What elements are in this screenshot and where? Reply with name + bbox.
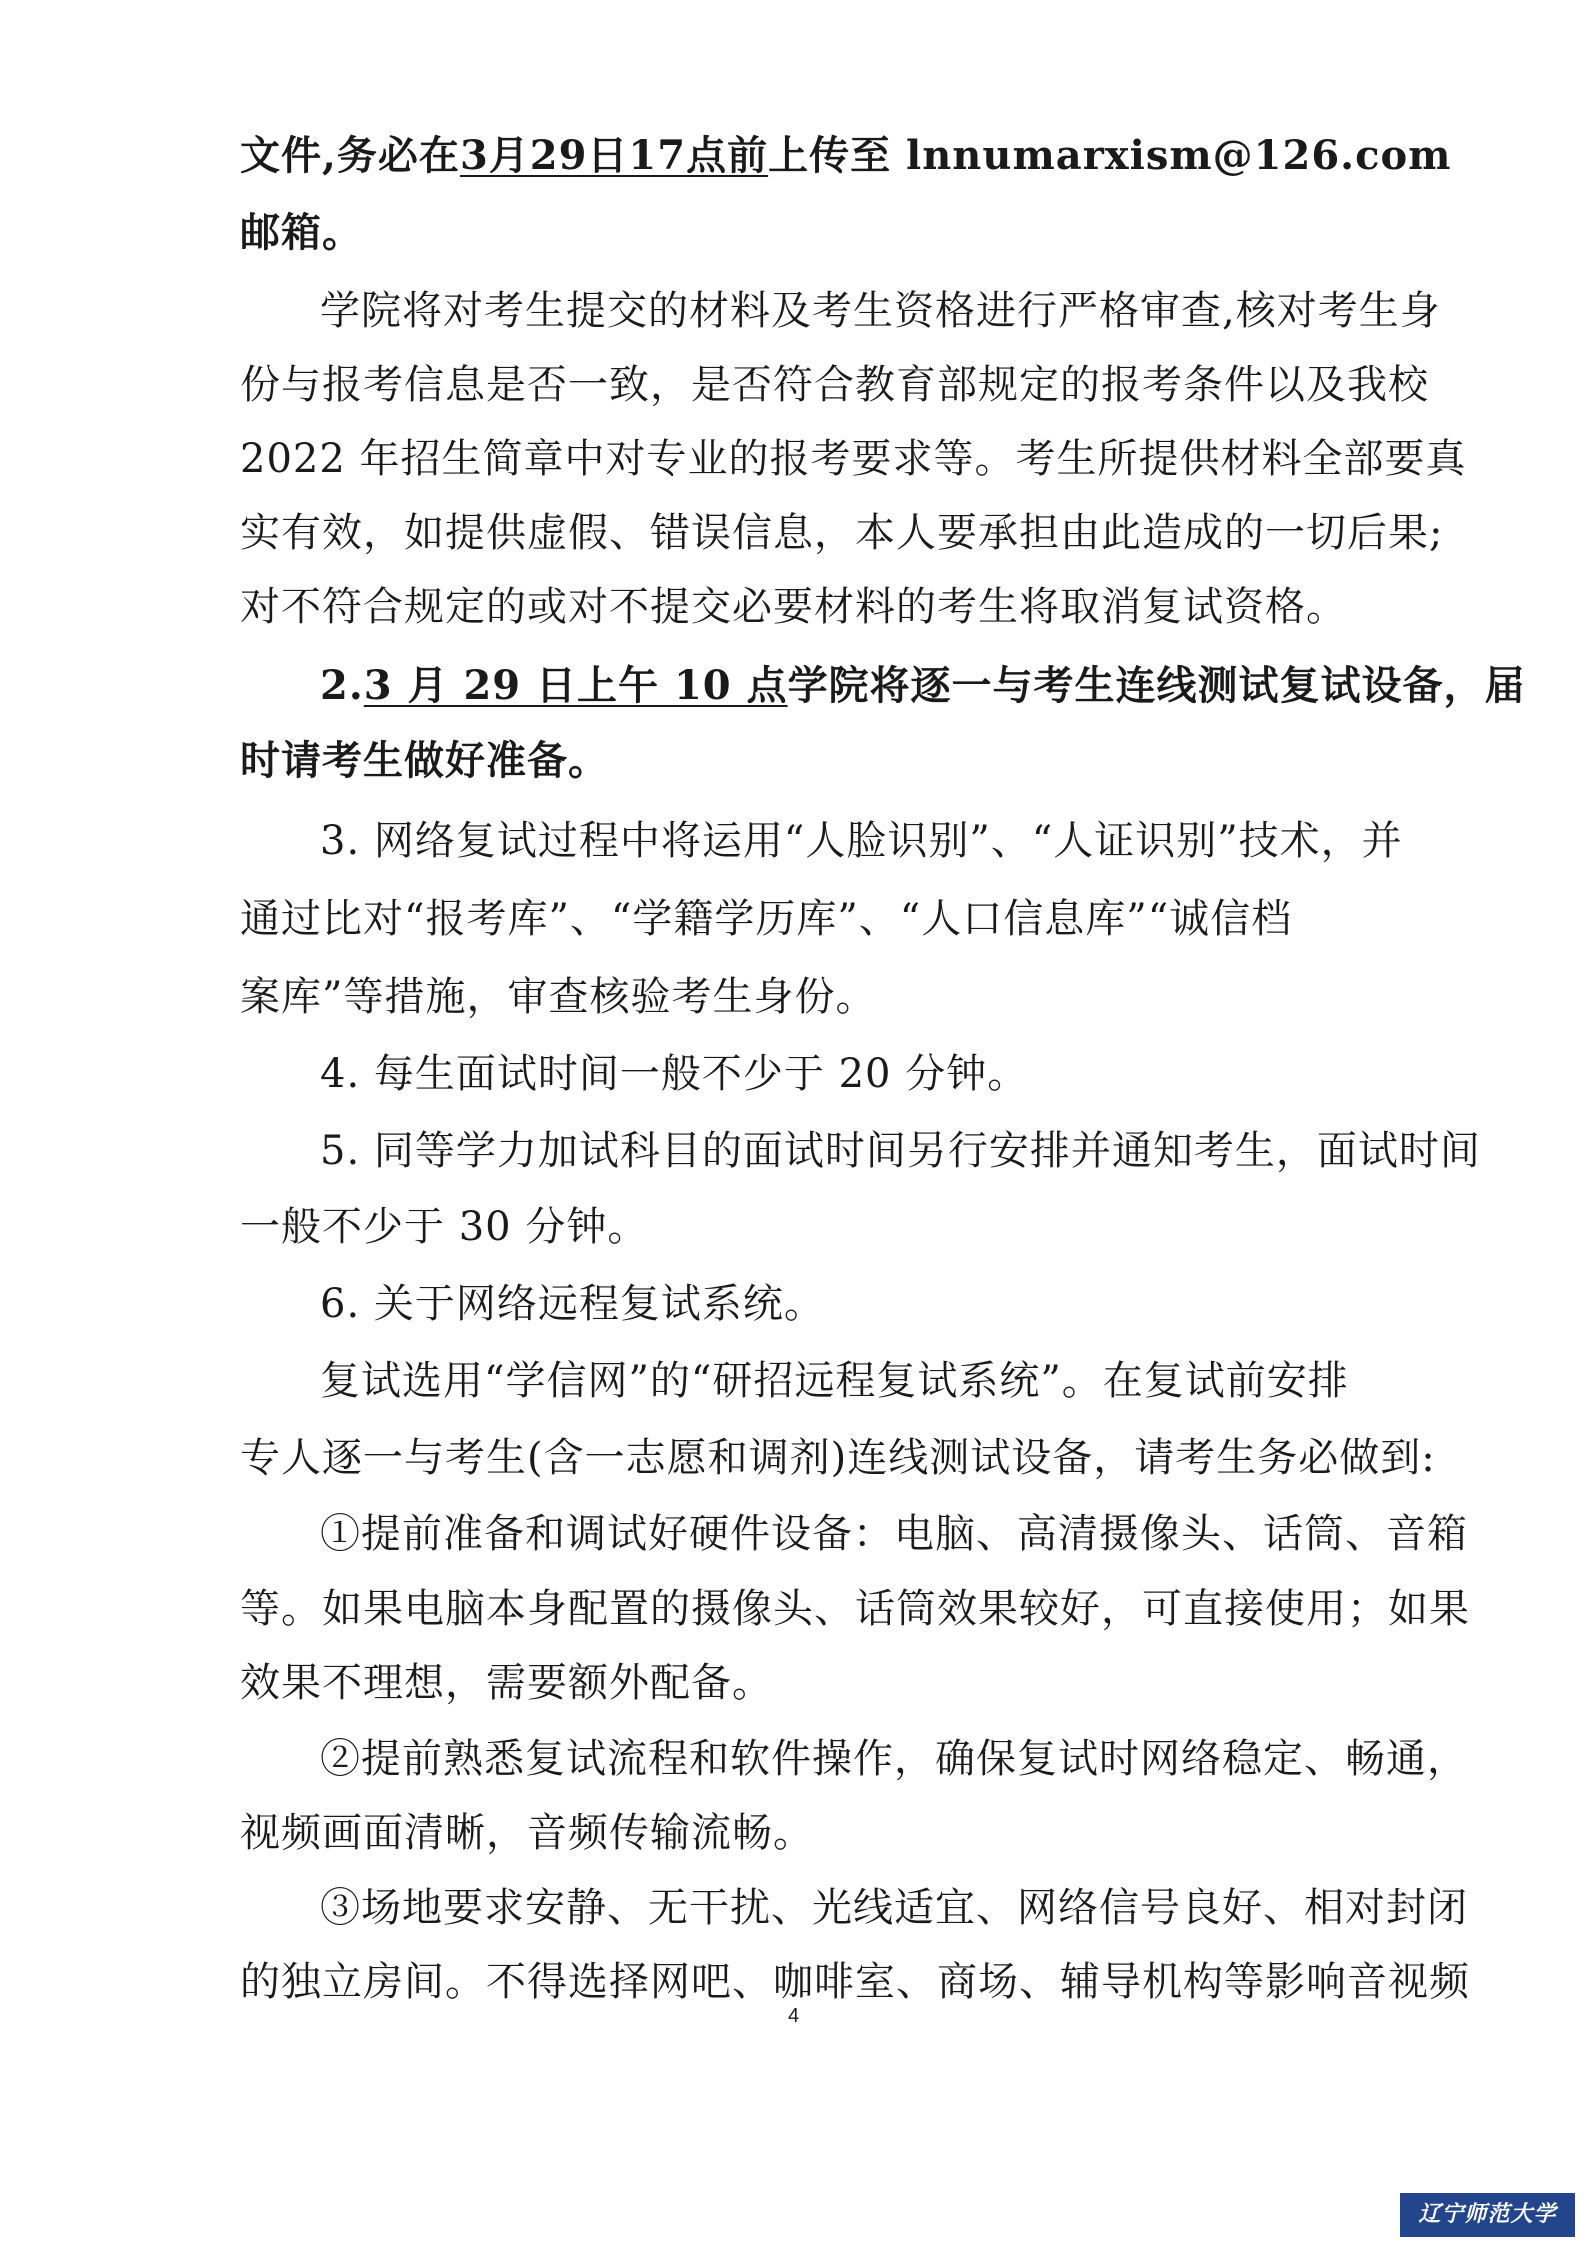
paragraph-line: 视频画面清晰，音频传输流畅。: [240, 1810, 814, 1856]
paragraph-line: 6. 关于网络远程复试系统。: [320, 1281, 825, 1327]
paragraph-line: 实有效，如提供虚假、错误信息，本人要承担由此造成的一切后果;: [240, 510, 1444, 556]
paragraph-line: 3. 网络复试过程中将运用“人脸识别”、“人证识别”技术，并: [320, 818, 1403, 864]
paragraph-line: ③场地要求安静、无干扰、光线适宜、网络信号良好、相对封闭: [320, 1885, 1468, 1931]
page-number: 4: [787, 2005, 800, 2027]
paragraph-line: 2022 年招生简章中对专业的报考要求等。考生所提供材料全部要真: [240, 436, 1467, 482]
paragraph-line: 时请考生做好准备。: [240, 737, 609, 784]
paragraph-line: 案库”等措施，审查核验考生身份。: [240, 974, 877, 1020]
paragraph-line: 通过比对“报考库”、“学籍学历库”、“人口信息库”“诚信档: [240, 896, 1293, 942]
paragraph-line: 复试选用“学信网”的“研招远程复试系统”。在复试前安排: [320, 1358, 1349, 1404]
paragraph-line: 效果不理想，需要额外配备。: [240, 1660, 773, 1706]
paragraph-line: 专人逐一与考生(含一志愿和调剂)连线测试设备，请考生务必做到:: [240, 1435, 1436, 1481]
paragraph-line: 的独立房间。不得选择网吧、咖啡室、商场、辅导机构等影响音视频: [240, 1959, 1470, 2005]
paragraph-line: 对不符合规定的或对不提交必要材料的考生将取消复试资格。: [240, 584, 1347, 630]
paragraph-line: 文件,务必在3月29日17点前上传至 lnnumarxism@126.com: [240, 132, 1452, 179]
paragraph-line: 4. 每生面试时间一般不少于 20 分钟。: [320, 1051, 1029, 1097]
paragraph-line: 等。如果电脑本身配置的摄像头、话筒效果较好，可直接使用；如果: [240, 1586, 1470, 1632]
paragraph-line: 邮箱。: [240, 209, 363, 256]
paragraph-line: 2.3 月 29 日上午 10 点学院将逐一与考生连线测试复试设备，届: [320, 662, 1526, 709]
paragraph-line: ①提前准备和调试好硬件设备：电脑、高清摄像头、话筒、音箱: [320, 1511, 1468, 1557]
paragraph-line: 份与报考信息是否一致，是否符合教育部规定的报考条件以及我校: [240, 362, 1429, 408]
paragraph-line: 一般不少于 30 分钟。: [240, 1204, 649, 1250]
paragraph-line: 5. 同等学力加试科目的面试时间另行安排并通知考生，面试时间: [320, 1128, 1481, 1174]
watermark-logo: 辽宁师范大学: [1400, 2193, 1575, 2237]
paragraph-line: ②提前熟悉复试流程和软件操作，确保复试时网络稳定、畅通，: [320, 1736, 1468, 1782]
paragraph-line: 学院将对考生提交的材料及考生资格进行严格审查,核对考生身: [320, 288, 1441, 334]
